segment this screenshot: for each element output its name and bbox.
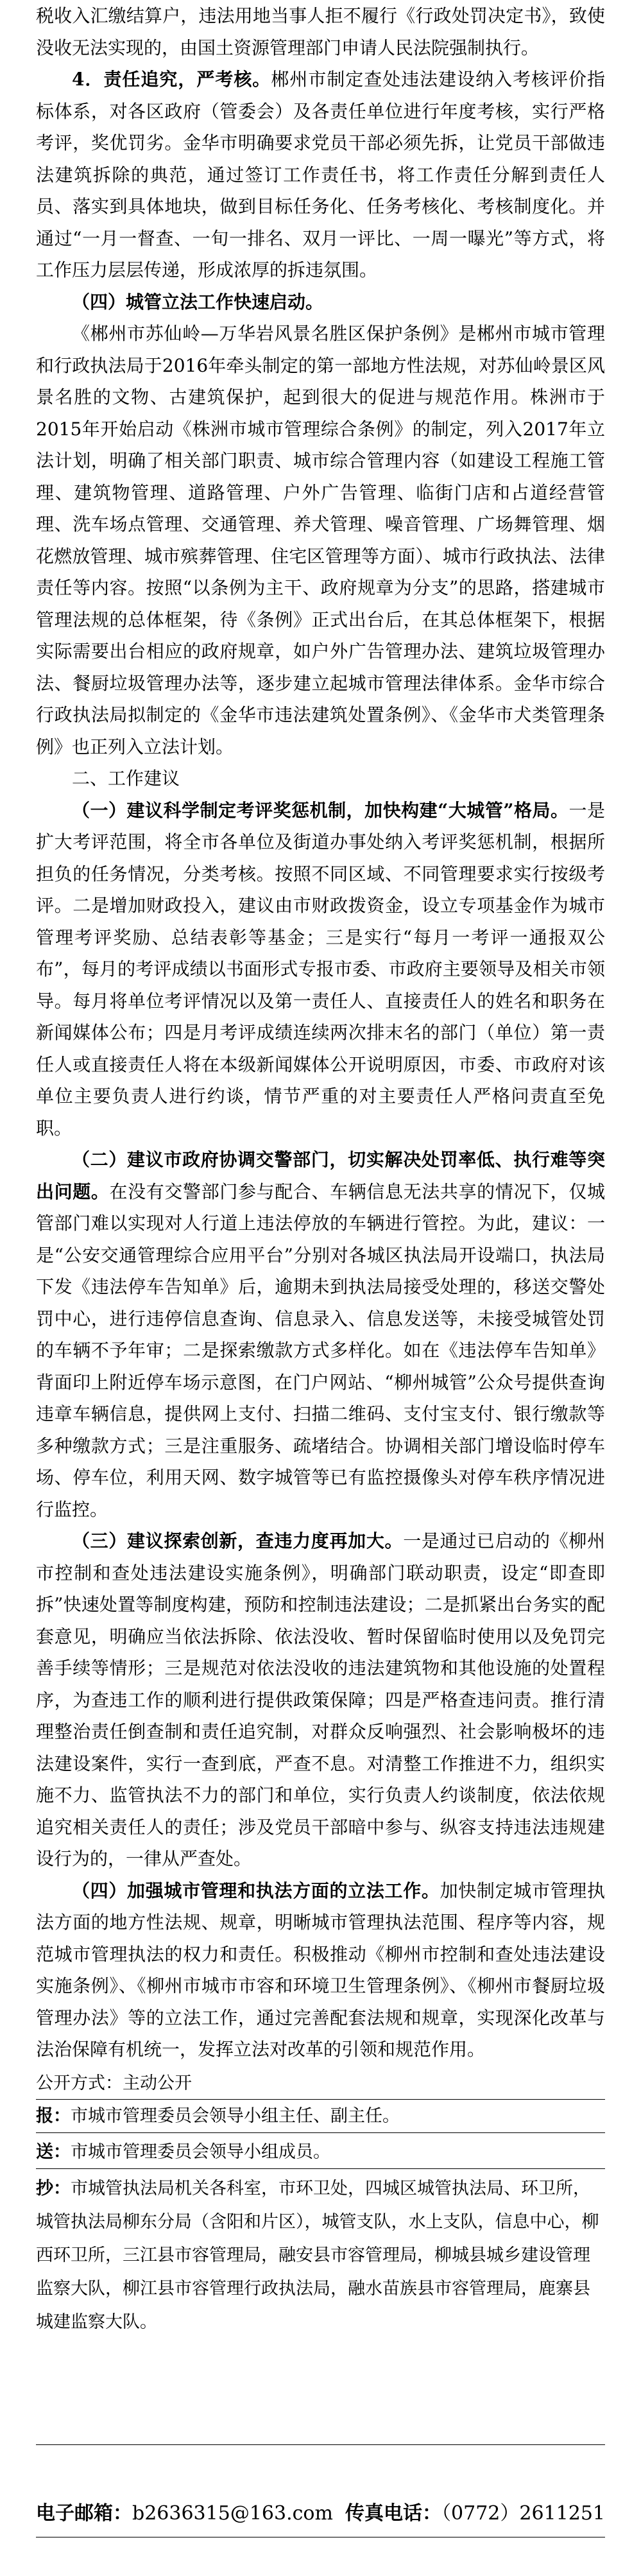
paragraph-responsibility	[36, 64, 605, 286]
fax-label: 传真电话：	[345, 2502, 442, 2525]
copy-to-text: 市城管执法局机关各科室，市环卫处，四城区城管执法局、环卫所，城管执法局柳东分局（含阳和片区），城管支队，水上支队，信息中心，柳西环卫所，三江县市容管理局，融安县市容管理局，柳城县城乡建设管理监察大队，柳江县市容管理行政执法局，融水苗族县市容管理局，鹿寨县城建监察大队。	[36, 2179, 599, 2332]
paragraph-legislation-start: 《郴州市苏仙岭—万华岩风景名胜区保护条例》是郴州市城市管理和行政执法局于2016年牵头制定的第一部地方性法规，对苏仙岭景区风景名胜的文物、古建筑保护，起到很大的促进与规范作用。株洲市于2015年开始启动《株洲市城市管理综合条例》的制定，列入2017年立法计划，明确了相关部门职责、城市综合管理内容（如建设工程施工管理、建筑物管理、道路管理、户外广告管理、临街门店和占道经营管理、洗车场点管理、交通管理、养犬管理、噪音管理、广场舞管理、烟花燃放管理、城市殡葬管理、住宅区管理等方面）、城市行政执法、法律责任等内容。按照“以条例为主干、政府规章为分支”的思路，搭建城市管理法规的总体框架，待《条例》正式出台后，在其总体框架下，根据实际需要出台相应的政府规章，如户外广告管理办法、建筑垃圾管理办法、餐厨垃圾管理办法等，逐步建立起城市管理法律体系。金华市综合行政执法局拟制定的《金华市违法建筑处置条例》、《金华市犬类管理条例》也正列入立法计划。	[36, 323, 605, 757]
heading-legislation-start: （四）城管立法工作快速启动。	[72, 291, 324, 313]
heading-suggestion-1: （一）建议科学制定考评奖惩机制，加快构建“大城管”格局。	[72, 799, 569, 821]
text-responsibility: 郴州市制定查处违法建设纳入考核评价指标体系，对各区政府（管委会）及各责任单位进行年度考核，实行严格考评，奖优罚劣。金华市明确要求党员干部必须先拆，让党员干部做违法建筑拆除的典范，通过签订工作责任书，将工作责任分解到责任人员、落实到具体地块，做到目标任务化、任务考核化、考核制度化。并通过“一月一督查、一旬一排名、双月一评比、一周一曝光”等方式，将工作压力层层传递，形成浓厚的拆违氛围。	[36, 69, 605, 281]
email-value: b2636315@163.com	[132, 2502, 333, 2525]
document-body	[36, 0, 605, 2066]
contact-line	[36, 2497, 605, 2525]
paragraph-suggestion-3	[36, 1525, 605, 1875]
email-label: 电子邮箱：	[36, 2502, 132, 2525]
fax-value: （0772）2611251	[441, 2502, 605, 2525]
fax-block	[345, 2497, 605, 2525]
text-suggestion-3: 一是通过已启动的《柳州市控制和查处违法建设实施条例》，明确部门联动职责，设定“即查即拆”快速处置等制度构建，预防和控制违法建设；二是抓紧出台务实的配套意见，明确应当依法拆除、依法没收、暂时保留临时使用以及免罚完善手续等情形；三是规范对依法没收的违法建筑物和其他设施的处置程序，为查违工作的顺利进行提供政策保障；四是严格查违问责。推行清理整治责任倒查制和责任追究制，对群众反响强烈、社会影响极坏的违法建设案件，实行一查到底，严查不息。对清整工作推进不力，组织实施不力、监管执法不力的部门和单位，实行负责人约谈制度，依法依规追究相关责任人的责任；涉及党员干部暗中参与、纵容支持违法违规建设行为的，一律从严查处。	[36, 1530, 605, 1869]
heading-suggestion-3: （三）建议探索创新，查违力度再加大。	[72, 1530, 404, 1552]
divider-line	[36, 2132, 605, 2133]
public-mode-line: 公开方式：主动公开	[36, 2068, 605, 2100]
report-to-line	[36, 2100, 605, 2132]
email-block	[36, 2497, 333, 2525]
heading-suggestion-2: （二）建议市政府协调交警部门，切实解决处罚率低、执行难等突出问题。	[36, 1149, 605, 1202]
send-to-label: 送：	[36, 2142, 71, 2162]
divider-line	[36, 2168, 605, 2169]
report-to-text: 市城市管理委员会领导小组主任、副主任。	[71, 2106, 400, 2126]
copy-to-line	[36, 2172, 605, 2339]
heading-responsibility: 4．责任追究，严考核。	[72, 69, 271, 90]
paragraph-suggestion-4	[36, 1875, 605, 2066]
text-suggestion-1: 一是扩大考评范围，将全市各单位及街道办事处纳入考评奖惩机制，根据所担负的任务情况，分类考核。按照不同区域、不同管理要求实行按级考评。二是增加财政投入，建议由市财政拨资金，设立专项基金作为城市管理考评奖励、总结表彰等基金；三是实行“每月一考评一通报双公布”，每月的考评成绩以书面形式专报市委、市政府主要领导及相关市领导。每月将单位考评情况以及第一责任人、直接责任人的姓名和职务在新闻媒体公布；四是月考评成绩连续两次排末名的部门（单位）第一责任人或直接责任人将在本级新闻媒体公开说明原因，市委、市政府对该单位主要负责人进行约谈，情节严重的对主要责任人严格问责直至免职。	[36, 799, 605, 1139]
send-to-line	[36, 2136, 605, 2168]
text-suggestion-4: 加快制定城市管理执法方面的地方性法规、规章，明晰城市管理执法范围、程序等内容，规范城市管理执法的权力和责任。积极推动《柳州市控制和查处违法建设实施条例》、《柳州市城市市容和环境卫生管理条例》、《柳州市餐厨垃圾管理办法》等的立法工作，通过完善配套法规和规章，实现深化改革与法治保障有机统一，发挥立法对改革的引领和规范作用。	[36, 1880, 605, 2060]
text-suggestion-2: 在没有交警部门参与配合、车辆信息无法共享的情况下，仅城管部门难以实现对人行道上违法停放的车辆进行管控。为此，建议：一是“公安交通管理综合应用平台”分别对各城区执法局开设端口，执法局下发《违法停车告知单》后，逾期未到执法局接受处理的，移送交警处罚中心，进行违停信息查询、信息录入、信息发送等，未接受城管处罚的车辆不予年审；二是探索缴款方式多样化。如在《违法停车告知单》背面印上附近停车场示意图，在门户网站、“柳州城管”公众号提供查询违章车辆信息，提供网上支付、扫描二维码、支付宝支付、银行缴款等多种缴款方式；三是注重服务、疏堵结合。协调相关部门增设临时停车场、停车位，利用天网、数字城管等已有监控摄像头对停车秩序情况进行监控。	[36, 1180, 605, 1520]
heading-suggestion-4: （四）加强城市管理和执法方面的立法工作。	[72, 1880, 440, 1901]
divider-line	[36, 2444, 605, 2445]
copy-to-label: 抄：	[36, 2179, 71, 2199]
heading-work-suggestions: 二、工作建议	[72, 768, 180, 789]
send-to-text: 市城市管理委员会领导小组成员。	[71, 2142, 330, 2162]
paragraph-suggestion-1	[36, 795, 605, 1145]
paragraph-top: 税收入汇缴结算户，违法用地当事人拒不履行《行政处罚决定书》，致使没收无法实现的，由国土资源管理部门申请人民法院强制执行。	[36, 5, 605, 58]
paragraph-suggestion-2	[36, 1144, 605, 1525]
report-to-label: 报：	[36, 2106, 71, 2126]
